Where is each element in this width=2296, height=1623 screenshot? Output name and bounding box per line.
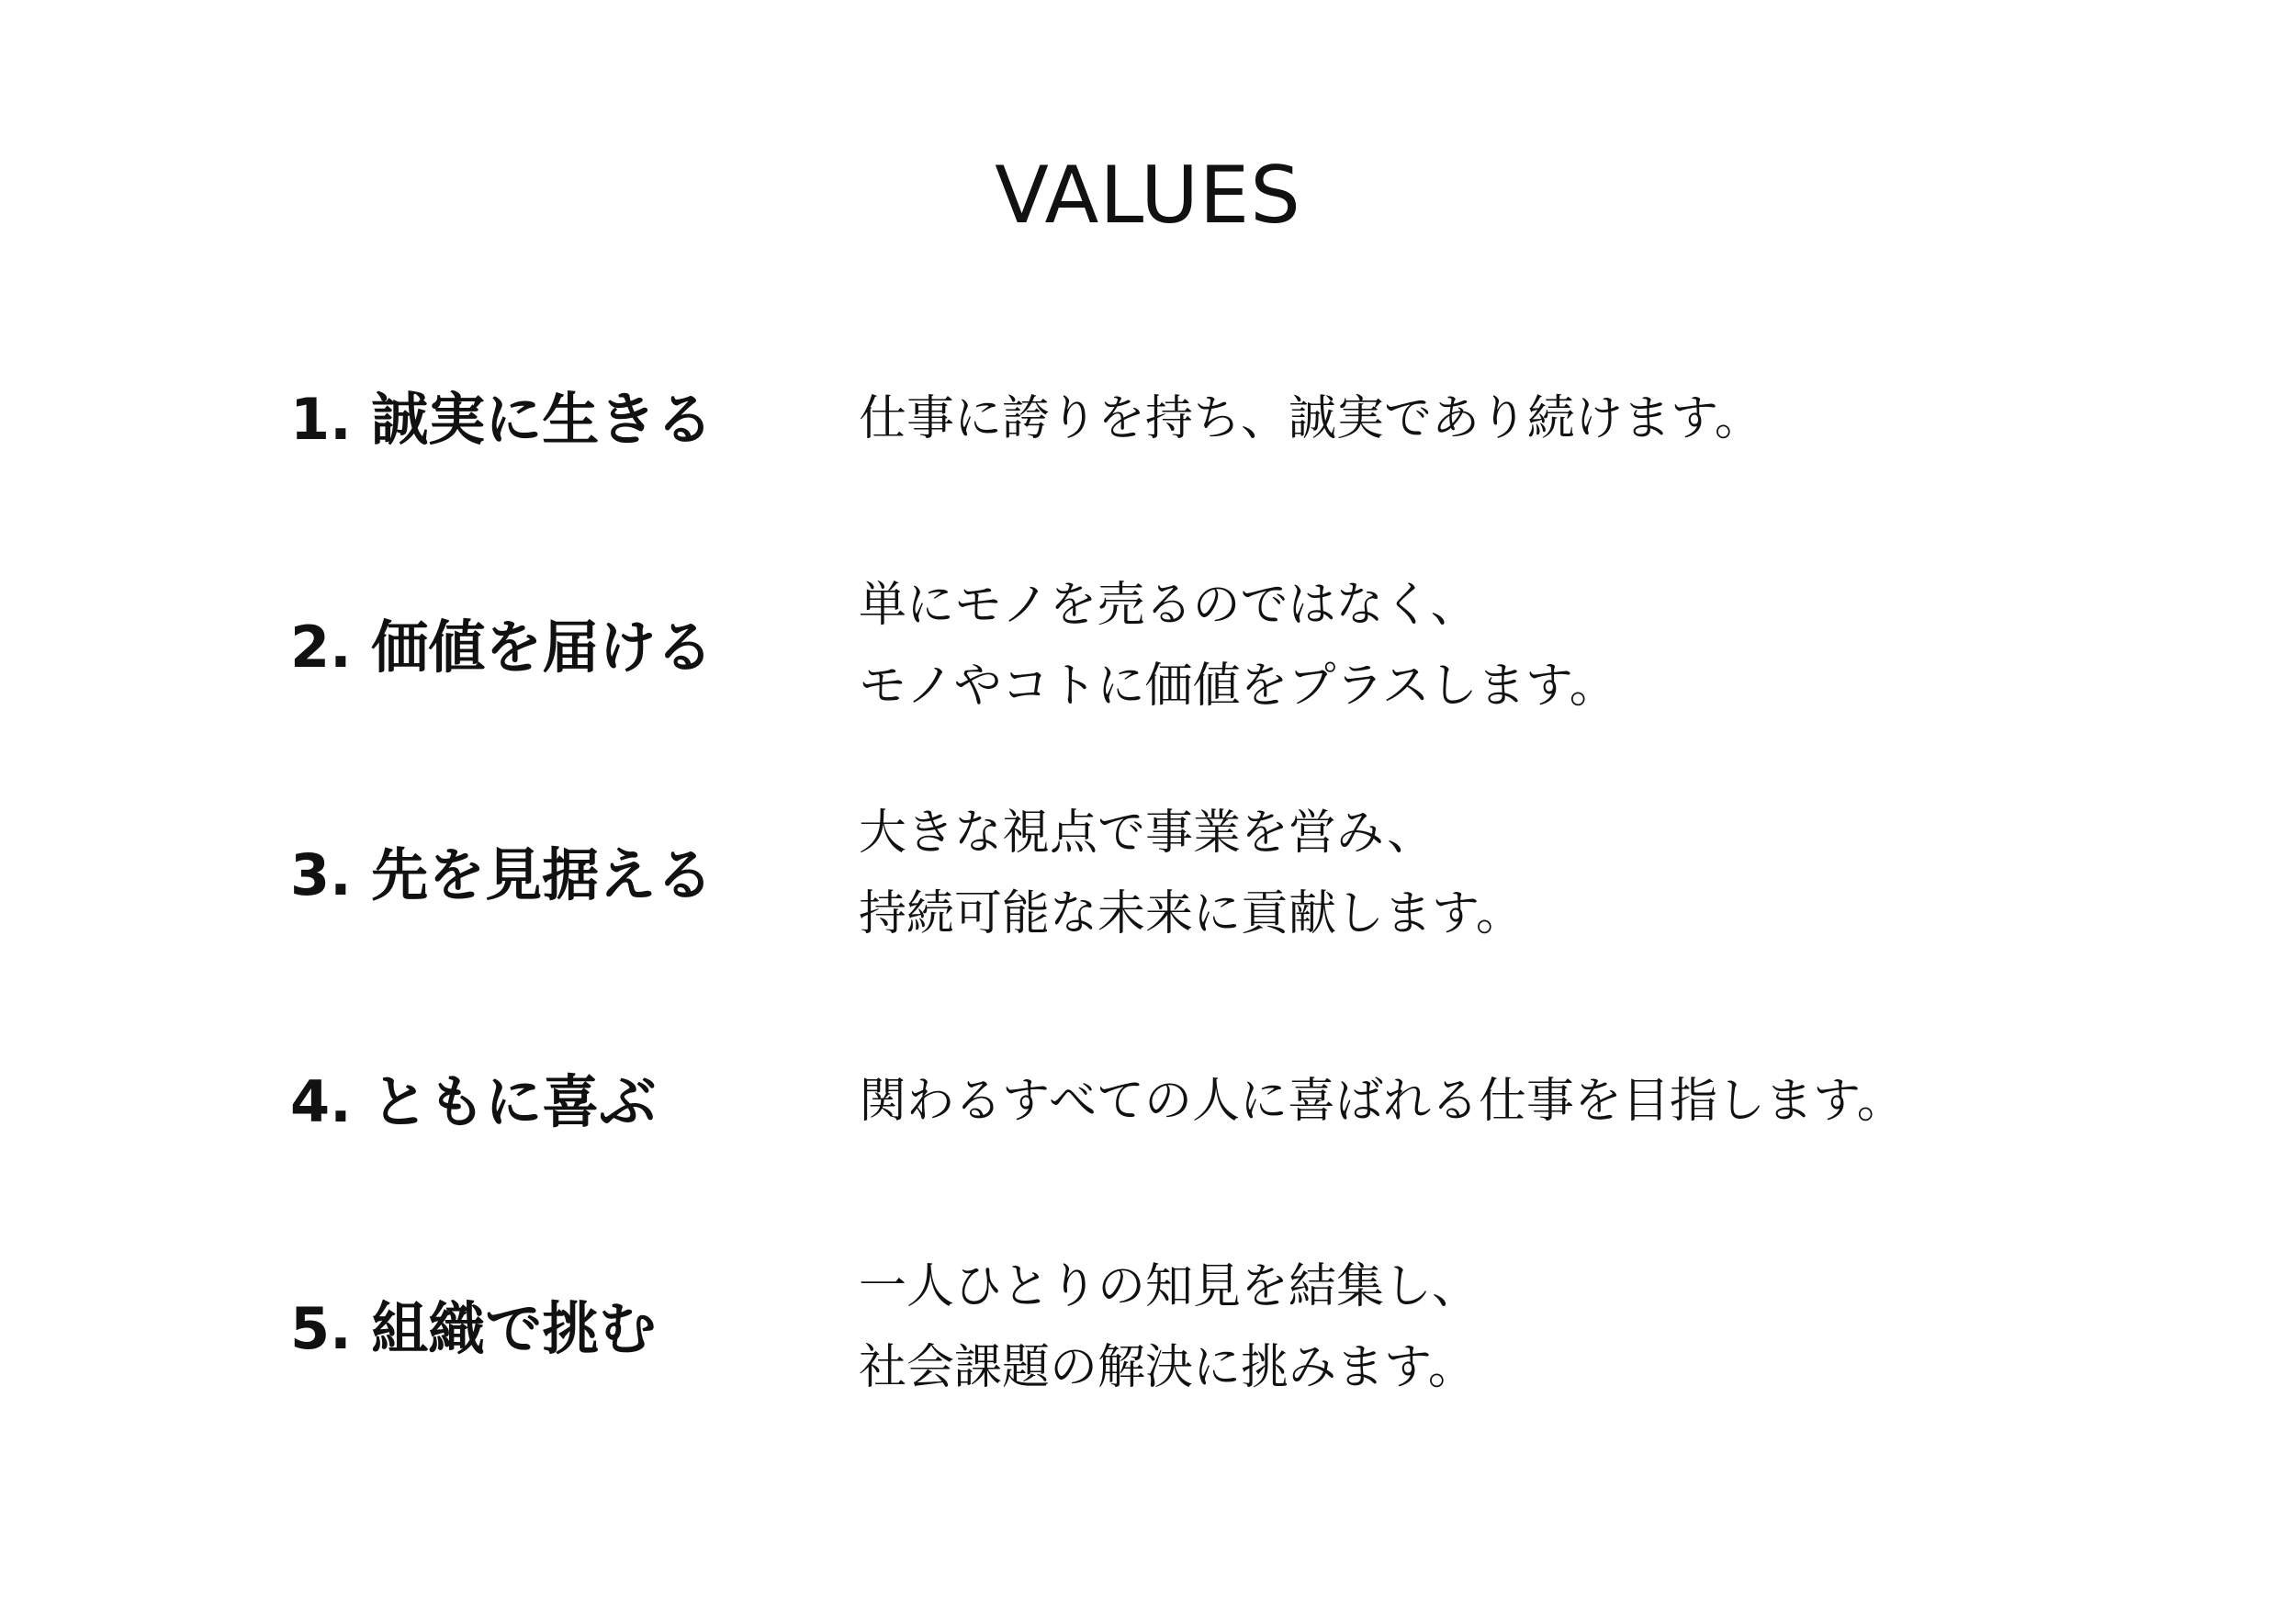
value-3-heading: 3. 先を見据える: [290, 841, 714, 908]
value-5-line-1: 一人ひとりの知見を結集し、: [859, 1259, 1480, 1314]
value-2-line-2: モノやコトに価値をプラスします。: [859, 659, 1617, 714]
value-4-heading: 4. ともに喜ぶ: [290, 1068, 657, 1135]
value-2-line-1: 単にモノを売るのではなく、: [859, 578, 1479, 633]
value-5-description: [859, 1246, 1480, 1408]
page-title: VALUES: [995, 150, 1301, 242]
value-2-description: [859, 565, 1617, 727]
value-3-line-1: 大きな視点で事業を営み、: [859, 806, 1435, 861]
value-1-heading: 1. 誠実に生きる: [290, 386, 714, 453]
value-3-description: [859, 793, 1524, 954]
value-4-line-1: 関わるすべての人に喜ばれる仕事を目指します。: [859, 1074, 1905, 1129]
value-1-line-1: 仕事に誇りを持ち、誠実であり続けます。: [859, 391, 1762, 446]
value-5-heading: 5. 組織で挑む: [290, 1295, 657, 1362]
value-3-line-2: 持続可能な未来に貢献します。: [859, 886, 1524, 941]
value-4-description: [859, 1061, 1905, 1142]
value-2-heading: 2. 価値を届ける: [290, 614, 714, 681]
value-1-description: [859, 378, 1762, 459]
value-5-line-2: 社会課題の解決に挑みます。: [859, 1340, 1476, 1395]
